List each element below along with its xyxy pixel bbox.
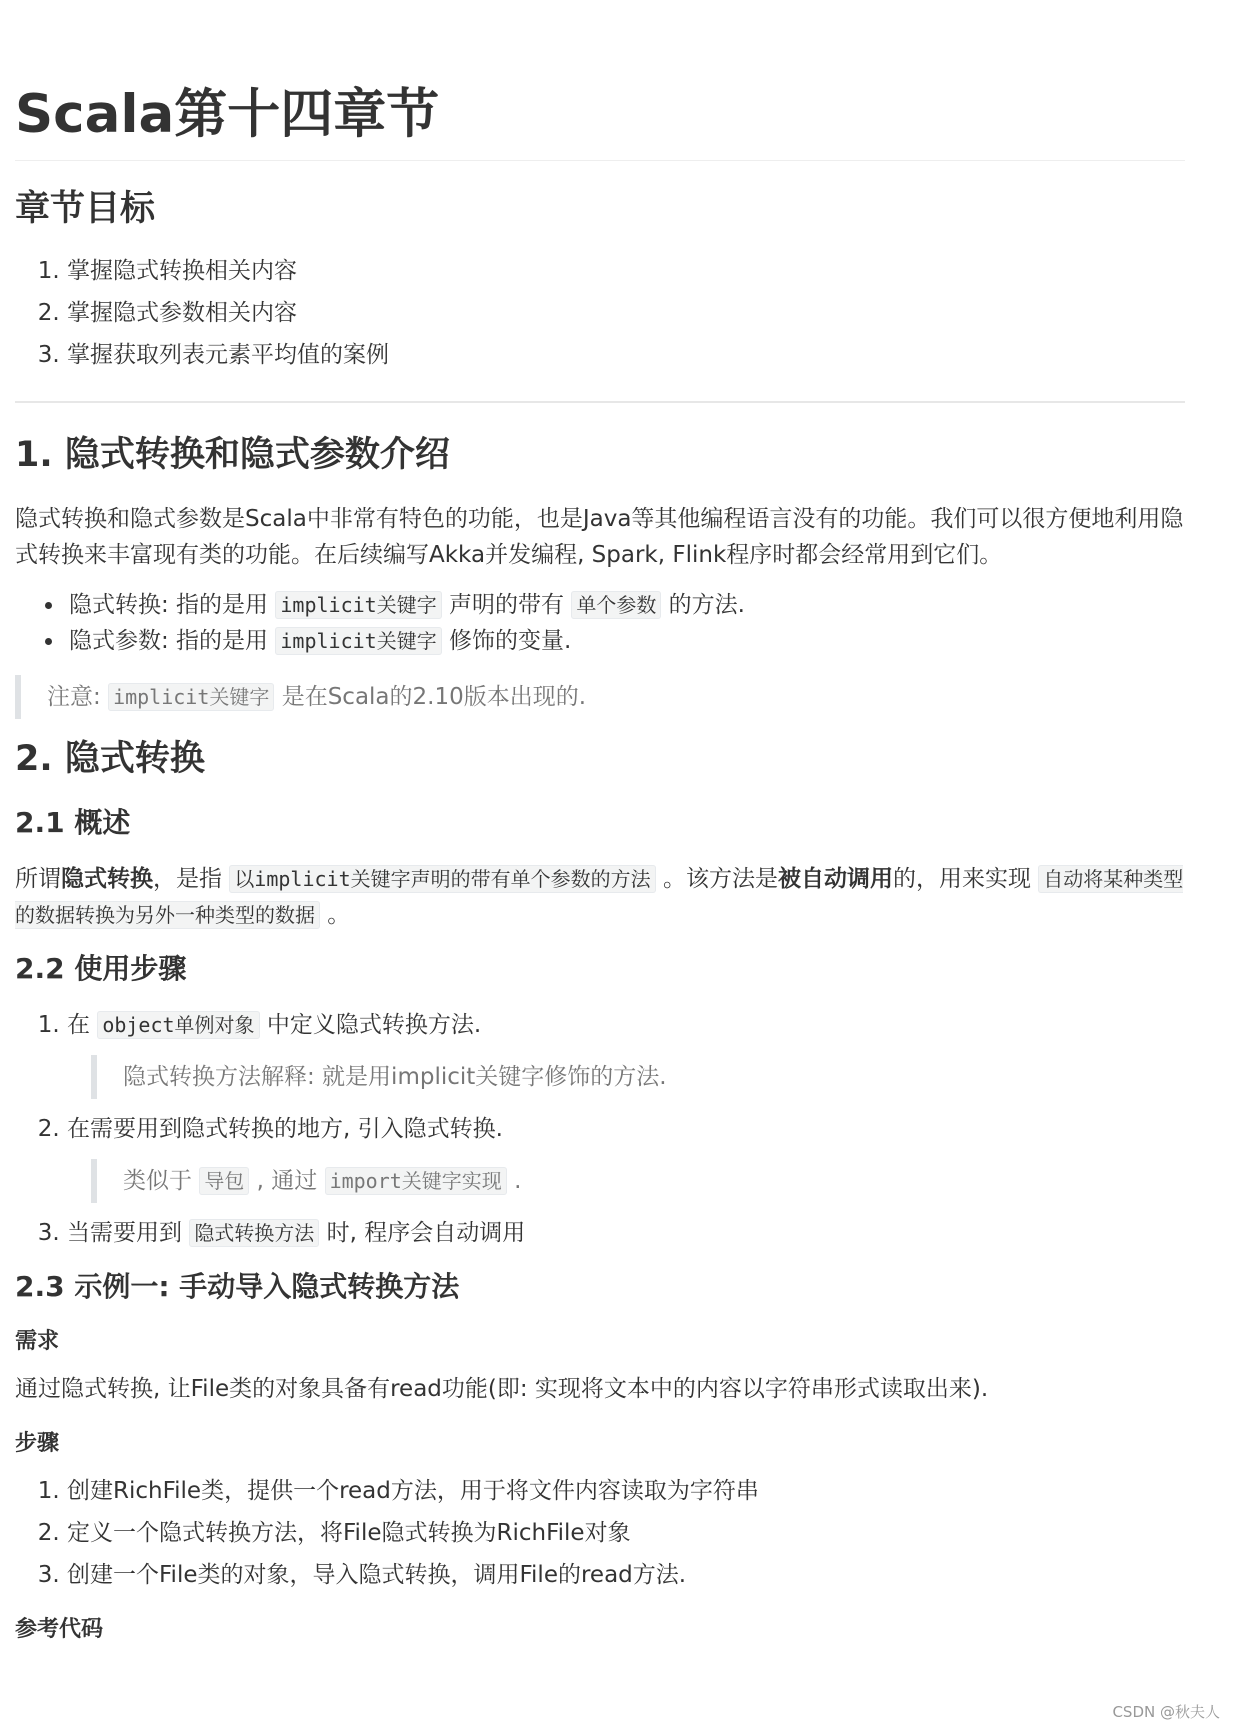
list-item	[65, 587, 1185, 623]
note-text: 是在Scala的2.10版本出现的.	[274, 684, 587, 710]
text: .	[506, 1168, 522, 1194]
list-item	[65, 623, 1185, 659]
list-item: 3. 创建一个File类的对象，导入隐式转换，调用File的read方法.	[67, 1557, 1185, 1593]
section-2-3-heading: 2.3 示例一: 手动导入隐式转换方法	[15, 1270, 460, 1303]
section-1-bullets	[15, 587, 1185, 659]
step-1-blockquote: 隐式转换方法解释: 就是用implicit关键字修饰的方法.	[91, 1055, 1185, 1099]
csdn-watermark: CSDN @秋夫人	[1112, 1703, 1220, 1721]
goals-list	[15, 253, 1185, 373]
text: , 通过	[249, 1168, 325, 1194]
inline-code: 单个参数	[571, 591, 661, 619]
text: 。该方法是	[655, 866, 778, 892]
text: 的，用来实现	[892, 866, 1039, 892]
text: 当需要用到	[67, 1220, 190, 1246]
example-steps-list	[15, 1473, 1185, 1593]
bold-text: 隐式转换	[61, 866, 153, 892]
text: 在需要用到隐式转换的地方, 引入隐式转换.	[67, 1116, 503, 1142]
list-item	[67, 1007, 1185, 1099]
inline-code: implicit关键字	[275, 627, 441, 655]
bullet-text: 修饰的变量.	[441, 628, 572, 654]
list-item: 1. 创建RichFile类，提供一个read方法，用于将文件内容读取为字符串	[67, 1473, 1185, 1509]
inline-code: 导包	[199, 1167, 249, 1195]
text: 中定义隐式转换方法.	[259, 1012, 482, 1038]
page-title: Scala第十四章节	[15, 0, 1185, 161]
list-item: 3. 掌握获取列表元素平均值的案例	[67, 337, 1185, 373]
text: 类似于	[123, 1168, 200, 1194]
text: ，是指	[153, 866, 230, 892]
section-2-2-heading: 2.2 使用步骤	[15, 952, 187, 985]
inline-code: 自动将某种类型的数据转换为另外一种类型的数据	[15, 867, 1184, 927]
note-blockquote	[15, 675, 1185, 719]
bullet-text: 隐式转换: 指的是用	[69, 592, 276, 618]
list-item	[67, 1215, 1185, 1251]
inline-code: implicit关键字	[108, 683, 274, 711]
bullet-text: 的方法.	[661, 592, 745, 618]
usage-steps-list	[15, 1007, 1185, 1251]
document-page	[15, 0, 1185, 1659]
requirement-heading: 需求	[15, 1329, 60, 1354]
list-item: 2. 定义一个隐式转换方法，将File隐式转换为RichFile对象	[67, 1515, 1185, 1551]
steps-heading: 步骤	[15, 1431, 60, 1456]
bullet-text: 隐式参数: 指的是用	[69, 628, 276, 654]
section-2-heading: 2. 隐式转换	[15, 739, 205, 779]
text: 。	[320, 902, 351, 928]
inline-code: import关键字实现	[325, 1167, 507, 1195]
text: 所谓	[15, 866, 61, 892]
bold-text: 被自动调用	[777, 866, 893, 892]
inline-code: 隐式转换方法	[189, 1219, 319, 1247]
section-1-heading: 1. 隐式转换和隐式参数介绍	[15, 435, 450, 475]
text: 时, 程序会自动调用	[319, 1220, 526, 1246]
goals-heading: 章节目标	[15, 189, 156, 229]
reference-code-heading: 参考代码	[15, 1617, 104, 1642]
text: 在	[67, 1012, 98, 1038]
list-item: 1. 掌握隐式转换相关内容	[67, 253, 1185, 289]
step-2-blockquote	[91, 1159, 1185, 1203]
bullet-text: 声明的带有	[441, 592, 572, 618]
section-2-1-heading: 2.1 概述	[15, 806, 131, 839]
section-1-intro: 隐式转换和隐式参数是Scala中非常有特色的功能，也是Java等其他编程语言没有的功能。我们可以很方便地利用隐式转换来丰富现有类的功能。在后续编写Akka并发编程, Spark, Flink程序时都会经常用到它们。	[15, 506, 1184, 568]
inline-code: 以implicit关键字声明的带有单个参数的方法	[229, 865, 655, 893]
section-2-1-paragraph	[15, 861, 1185, 933]
divider	[15, 401, 1185, 403]
inline-code: implicit关键字	[275, 591, 441, 619]
list-item	[67, 1111, 1185, 1203]
list-item: 2. 掌握隐式参数相关内容	[67, 295, 1185, 331]
requirement-text: 通过隐式转换, 让File类的对象具备有read功能(即: 实现将文本中的内容以字符串形式读取出来).	[15, 1376, 989, 1402]
note-text: 注意:	[47, 684, 109, 710]
inline-code: object单例对象	[97, 1011, 259, 1039]
